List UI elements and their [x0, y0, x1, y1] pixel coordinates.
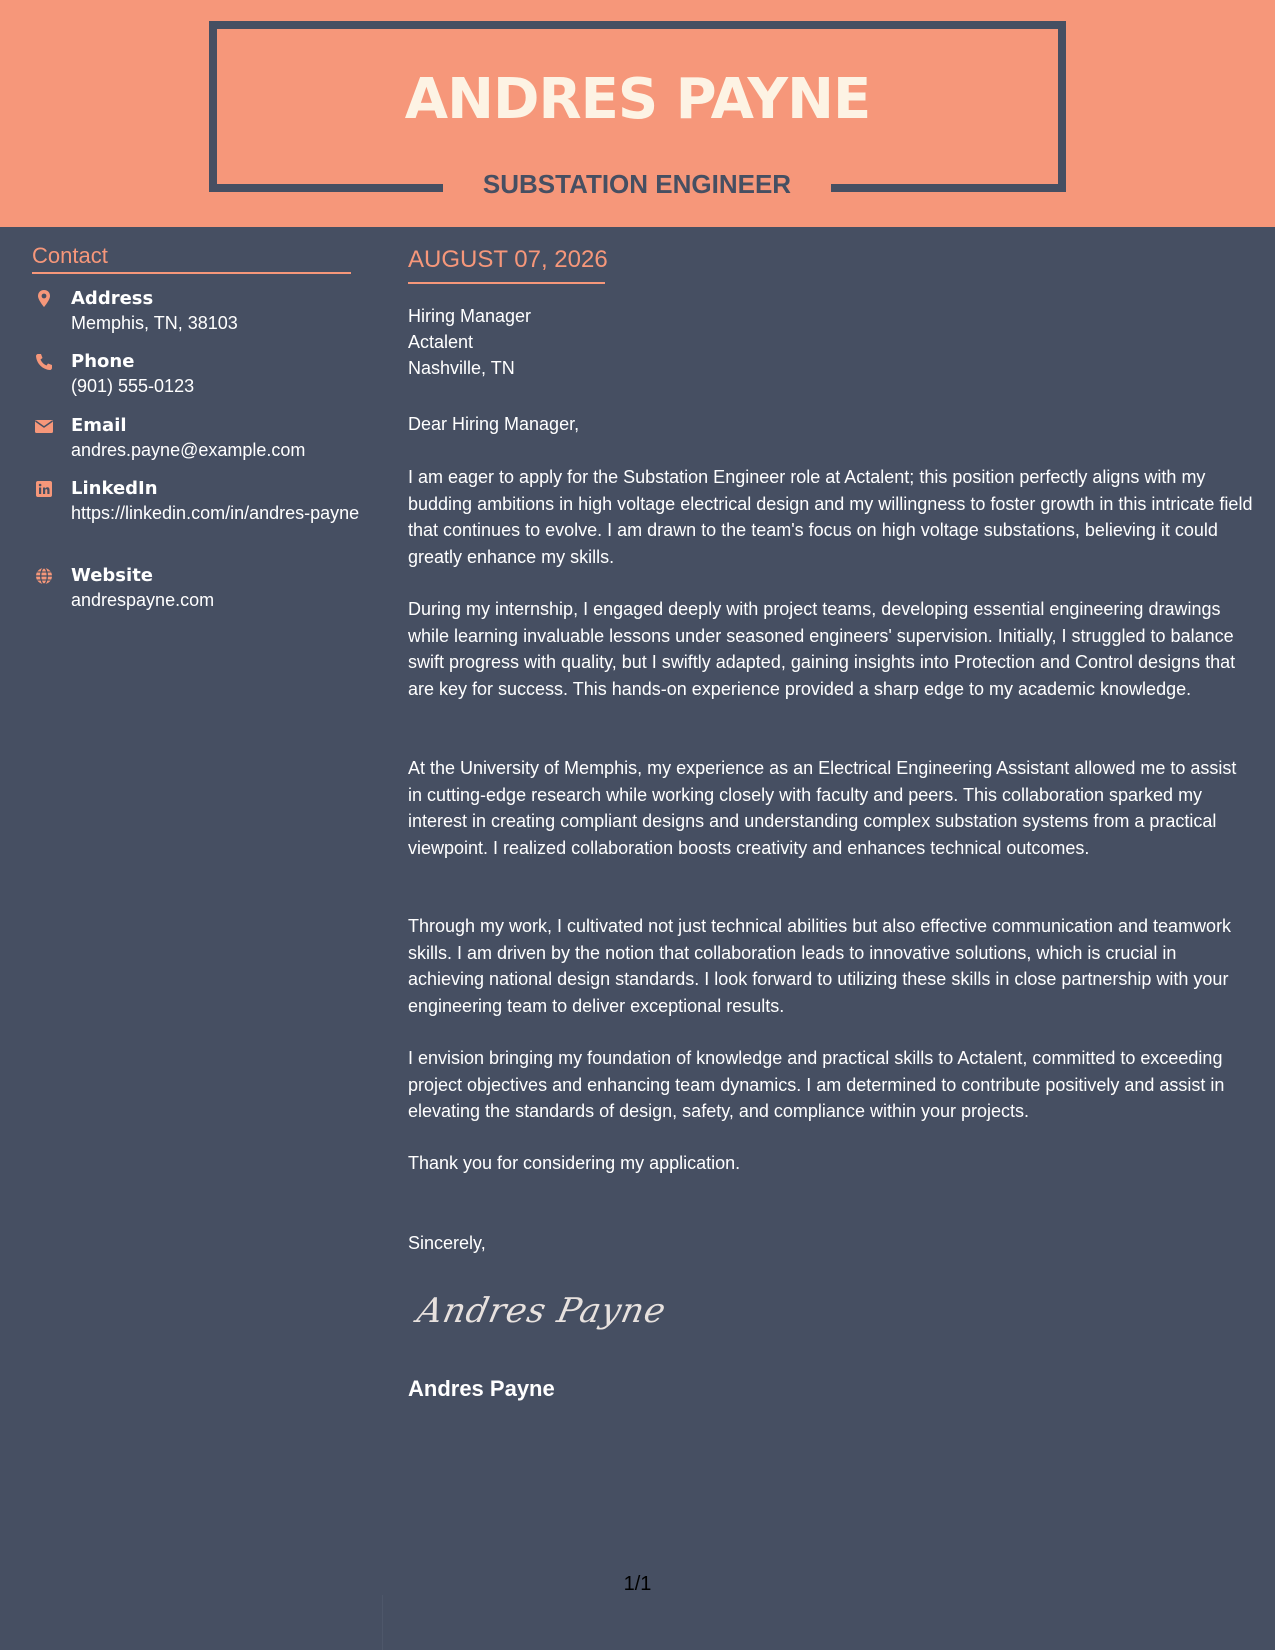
header-frame-top — [209, 21, 1066, 29]
header-banner — [0, 0, 1275, 227]
job-title: SUBSTATION ENGINEER — [482, 169, 792, 199]
handwritten-signature: Andres Payne — [413, 1291, 670, 1331]
contact-website-value[interactable]: andrespayne.com — [71, 590, 215, 610]
date-divider — [408, 282, 605, 284]
column-divider — [382, 1595, 383, 1650]
header-frame-bottom-right — [831, 184, 1066, 192]
phone-icon — [34, 352, 54, 372]
closing: Sincerely, — [408, 1233, 486, 1253]
linkedin-icon — [34, 479, 54, 499]
contact-website-label: Website — [71, 565, 154, 586]
contact-address-value: Memphis, TN, 38103 — [71, 313, 238, 333]
recipient-block — [408, 303, 808, 381]
envelope-icon — [34, 416, 54, 436]
letter-paragraph: I am eager to apply for the Substation Engineer role at Actalent; this position perfectly aligns with my budding ambitions in high voltage electrical design and my willingness to foster growth in this intricate field that continues to evolve. I am drawn to the team's focus on high voltage substations, believing it could greatly enhance my skills. — [408, 467, 1253, 567]
contact-phone-value: (901) 555-0123 — [71, 376, 195, 396]
contact-email-value[interactable]: andres.payne@example.com — [71, 440, 306, 460]
letter-paragraph: I envision bringing my foundation of knowledge and practical skills to Actalent, committed to exceeding project objectives and enhancing team dynamics. I am determined to contribute positively and assist in elevating the standards of design, safety, and compliance within your projects. — [408, 1048, 1225, 1121]
letter-paragraph: During my internship, I engaged deeply with project teams, developing essential engineering drawings while learning invaluable lessons under seasoned engineers' supervision. Initially, I struggled to balance swift progress with quality, but I swiftly adapted, gaining insights into Protection and Control designs that are key for success. This hands-on experience provided a sharp edge to my academic knowledge. — [408, 599, 1236, 699]
letter-paragraph: At the University of Memphis, my experience as an Electrical Engineering Assistant allowed me to assist in cutting-edge research while working closely with faculty and peers. This collaboration sparked my interest in creating compliant designs and understanding complex substation systems from a practical viewpoint. I realized collaboration boosts creativity and enhances technical outcomes. — [408, 758, 1237, 858]
header-frame-left — [209, 21, 217, 192]
recipient-company: Actalent — [408, 332, 474, 352]
contact-linkedin-label: LinkedIn — [71, 478, 158, 499]
recipient-location: Nashville, TN — [408, 358, 515, 378]
recipient-name: Hiring Manager — [408, 306, 532, 326]
letter-paragraph: Thank you for considering my application. — [408, 1153, 741, 1173]
page-number: 1/1 — [623, 1573, 652, 1595]
signer-name: Andres Payne — [408, 1376, 555, 1401]
salutation: Dear Hiring Manager, — [408, 414, 580, 434]
contact-divider — [32, 272, 351, 274]
letter-paragraph: Through my work, I cultivated not just technical abilities but also effective communication and teamwork skills. I am driven by the notion that collaboration leads to innovative solutions, which is crucial in achieving national design standards. I look forward to utilizing these skills in close partnership with your engineering team to deliver exceptional results. — [408, 916, 1232, 1016]
contact-phone-label: Phone — [71, 351, 135, 372]
letter-date: AUGUST 07, 2026 — [408, 246, 608, 273]
contact-linkedin-value[interactable]: https://linkedin.com/in/andres-payne — [71, 503, 360, 523]
contact-heading: Contact — [32, 243, 108, 268]
contact-email-label: Email — [71, 415, 127, 436]
header-frame-bottom-left — [209, 184, 443, 192]
header-frame-right — [1058, 21, 1066, 192]
map-pin-icon — [34, 289, 54, 309]
applicant-name: ANDRES PAYNE — [404, 67, 871, 132]
globe-icon — [34, 566, 54, 586]
contact-address-label: Address — [71, 288, 154, 309]
